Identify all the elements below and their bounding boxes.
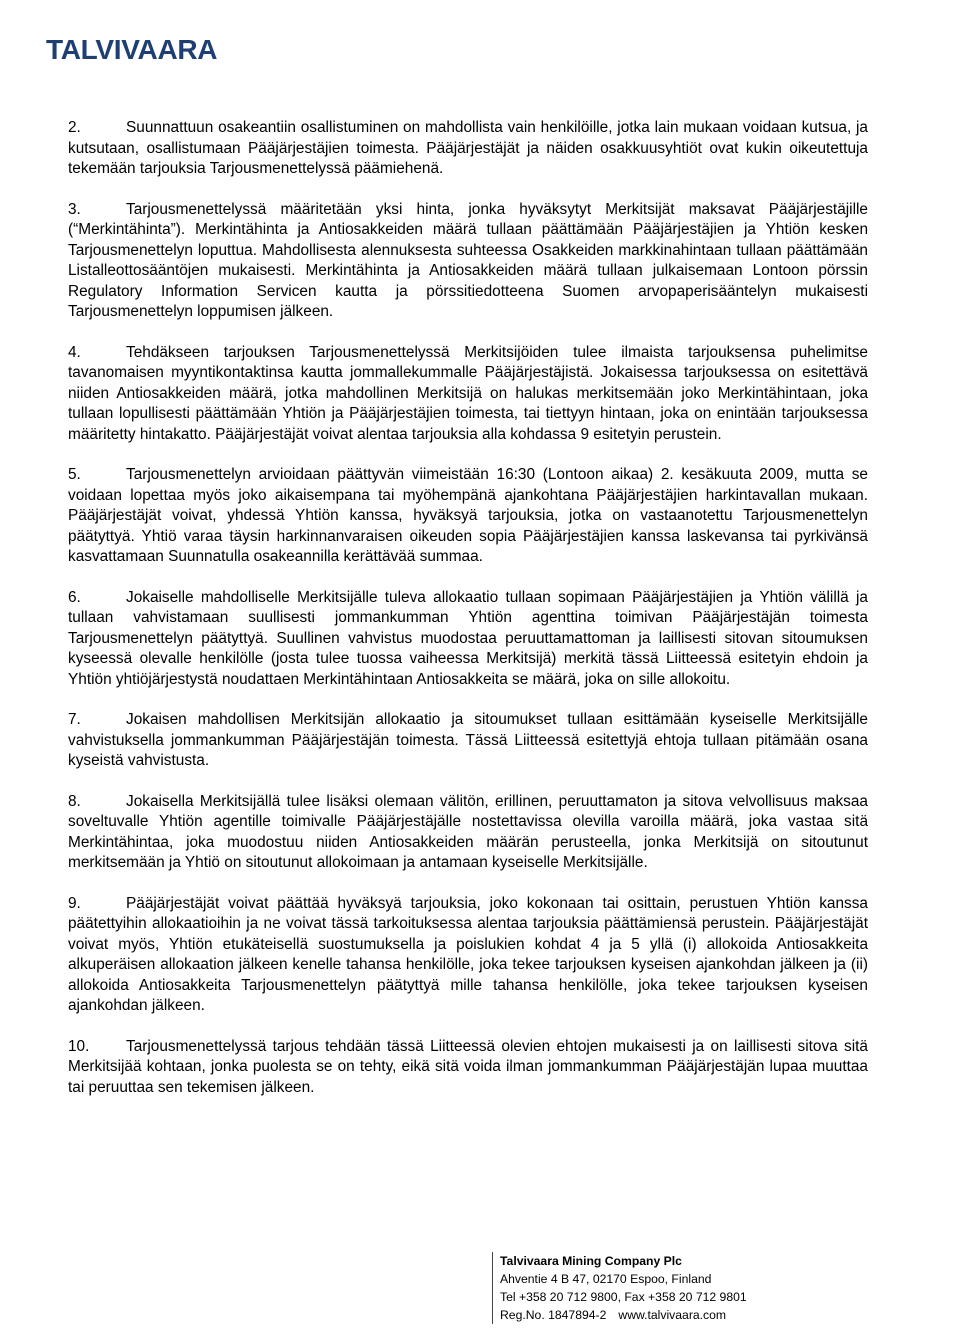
footer-phone-fax: Tel +358 20 712 9800, Fax +358 20 712 9801 (500, 1290, 747, 1304)
company-logo: TALVIVAARA (46, 34, 218, 65)
paragraph-text: Tarjousmenettelyssä määritetään yksi hinta, jonka hyväksytyt Merkitsijät maksavat Pääjärjestäjille (“Merkintähinta”). Merkintähinta ja Antiosakkeiden määrä tullaan päättämään Pääjärjestäjien ja Yhtiön kesken Tarjousmenettelyn loputtua. Mahdollisesta alennuksesta suhteessa Osakkeiden markkinahintaan tullaan päättämään Listalleottosääntöjen mukaisesti. Merkintähinta ja Antiosakkeiden määrä tullaan julkaisemaan Lontoon pörssin Regulatory Information Servicen kautta ja pörssitiedotteena Suomen arvopaperisääntelyn mukaisesti Tarjousmenettelyn loppumisen jälkeen. (68, 200, 868, 320)
paragraph-5 (68, 465, 868, 568)
paragraph-number: 2. (68, 119, 81, 136)
company-footer (492, 1252, 747, 1324)
paragraph-8 (68, 792, 868, 874)
paragraph-number: 7. (68, 711, 81, 728)
paragraph-3 (68, 200, 868, 323)
paragraph-text: Pääjärjestäjät voivat päättää hyväksyä tarjouksia, joko kokonaan tai osittain, perustuen Yhtiön kanssa päätettyihin allokaatioihin ja ne voivat tässä tarkoituksessa alentaa tarjouksia päättämiensä perustein. Pääjärjestäjät voivat myös, Yhtiön etukäteisellä suostumuksella ja poislukien kohdat 4 ja 5 yllä (i) allokoida Antiosakkeita alkuperäisen allokaation jälkeen kenelle tahansa henkilölle, joka tekee tarjouksen kyseisen ajankohdan jälkeen ja (ii) allokoida Antiosakkeita Tarjousmenettelyn päätyttyä mille tahansa henkilölle, joka tekee tarjouksen kyseisen ajankohdan jälkeen. (68, 894, 868, 1014)
paragraph-text: Tarjousmenettelyssä tarjous tehdään tässä Liitteessä olevien ehtojen mukaisesti ja on laillisesti sitova sitä Merkitsijää kohtaan, jonka puolesta se on tehty, eikä sitä voida ilman jommankumman Pääjärjestäjän lupaa muuttaa tai peruuttaa sen tekemisen jälkeen. (68, 1037, 868, 1096)
paragraph-number: 4. (68, 343, 81, 361)
footer-website: www.talvivaara.com (618, 1308, 727, 1322)
footer-company-name: Talvivaara Mining Company Plc (500, 1254, 682, 1268)
paragraph-number: 6. (68, 588, 81, 606)
paragraph-number: 10. (68, 1037, 90, 1055)
paragraph-7 (68, 710, 868, 772)
footer-address: Ahventie 4 B 47, 02170 Espoo, Finland (500, 1272, 712, 1286)
paragraph-number: 3. (68, 200, 81, 218)
footer-reg-web (500, 1306, 747, 1324)
paragraph-text: Jokaisella Merkitsijällä tulee lisäksi olemaan välitön, erillinen, peruuttamaton ja sitova velvollisuus maksaa soveltuvalle Yhtiön agentille toimivalle Pääjärjestäjälle nostettavissa olevilla varoilla määrä, joka vastaa sitä Merkintähintaa, joka muodostuu niiden Antiosakkeiden määrän perusteella, jonka Merkitsijä on sitoutunut merkitsemään ja Yhtiö on sitoutunut allokoimaan ja antamaan kyseiselle Merkitsijälle. (68, 792, 868, 871)
paragraph-6 (68, 588, 868, 691)
footer-reg-no: Reg.No. 1847894-2 (500, 1308, 607, 1322)
paragraph-text: Tehdäkseen tarjouksen Tarjousmenettelyssä Merkitsijöiden tulee ilmaista tarjouksensa puhelimitse tavanomaisen myyntikontaktinsa kautta jommallekummalle Pääjärjestäjistä. Jokaisessa tarjouksessa on esitettävä niiden Antiosakkeiden määrä, jotka mahdollinen Merkitsijä on halukas merkitsemään joko Merkintähintaan, joka tullaan lopullisesti päättämään Yhtiön ja Pääjärjestäjien toimesta, tai tiettyyn hintaan, joka on enintään tarjouksessa määritetty hintakatto. Pääjärjestäjät voivat alentaa tarjouksia alla kohdassa 9 esitetyin perustein. (68, 343, 868, 443)
paragraph-number: 9. (68, 894, 81, 912)
document-body (68, 118, 868, 1118)
paragraph-4 (68, 343, 868, 446)
paragraph-9 (68, 894, 868, 1017)
paragraph-text: Jokaisen mahdollisen Merkitsijän allokaatio ja sitoumukset tullaan esittämään kyseiselle Merkitsijälle vahvistuksella jommankumman Pääjärjestäjän toimesta. Tässä Liitteessä esitettyjä ehtoja tullaan pitämään osana kyseistä vahvistusta. (68, 711, 868, 769)
paragraph-text: Tarjousmenettelyn arvioidaan päättyvän viimeistään 16:30 (Lontoon aikaa) 2. kesäkuuta 2009, mutta se voidaan lopettaa myös joko aikaisempana tai myöhempänä ajankohtana Pääjärjestäjien harkintavallan mukaan. Pääjärjestäjät voivat, yhdessä Yhtiön kanssa, hyväksyä tarjouksia, jotka on vastaanotettu Tarjousmenettelyn päätyttyä. Yhtiö varaa täysin harkinnanvaraisen oikeuden sopia Pääjärjestäjien kanssa laskevansa tai pyrkivänsä kasvattamaan Suunnatulla osakeannilla kerättävää summaa. (68, 466, 868, 565)
paragraph-text: Jokaiselle mahdolliselle Merkitsijälle tuleva allokaatio tullaan sopimaan Pääjärjestäjien ja Yhtiön välillä ja tullaan vahvistamaan suullisesti jommankumman Yhtiön agenttina toimivan Pääjärjestäjän toimesta Tarjousmenettelyn päätyttyä. Suullinen vahvistus muodostaa peruuttamattoman ja laillisesti sitovan sitoumuksen kyseessä olevalle henkilölle (josta tulee tuossa vaiheessa Merkitsijä) merkitä tässä Liitteessä esitetyin ehdoin ja Yhtiön yhtiöjärjestystä noudattaen Merkintähintaan Antiosakkeita se määrä, joka on sille allokoitu. (68, 588, 868, 688)
paragraph-number: 5. (68, 466, 81, 483)
paragraph-number: 8. (68, 792, 81, 810)
paragraph-2 (68, 118, 868, 180)
paragraph-10 (68, 1037, 868, 1099)
paragraph-text: Suunnattuun osakeantiin osallistuminen on mahdollista vain henkilöille, jotka lain mukaan voidaan kutsua, ja kutsutaan, osallistumaan Pääjärjestäjien toimesta. Pääjärjestäjät ja näiden osakkuusyhtiöt ovat kukin oikeutettuja tekemään tarjouksia Tarjousmenettelyssä päämiehenä. (68, 119, 868, 177)
